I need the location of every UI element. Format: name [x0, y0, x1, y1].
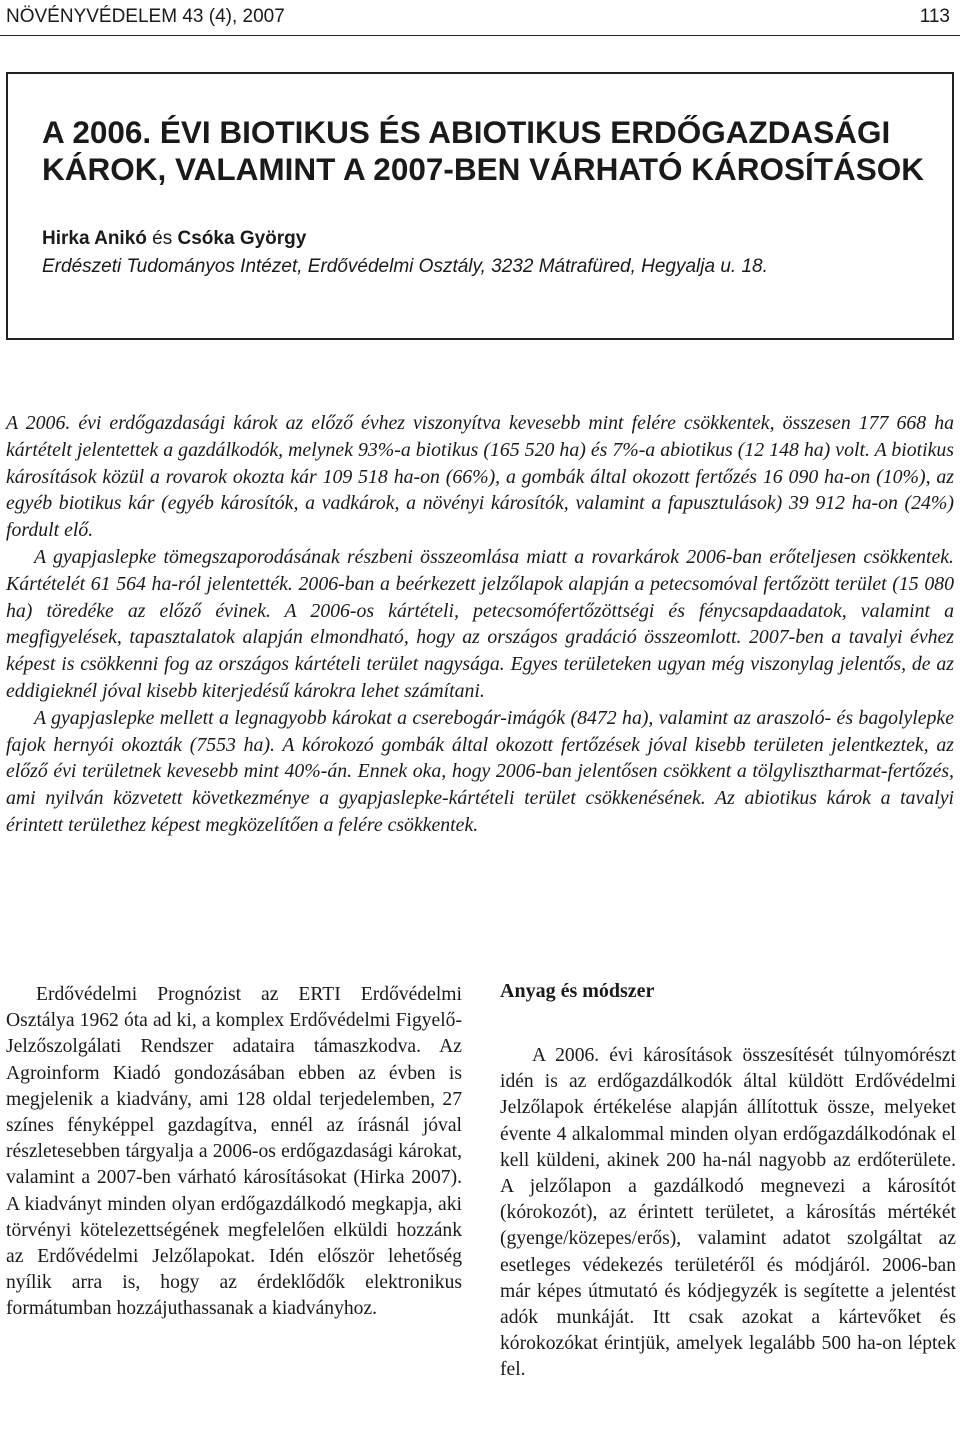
journal-citation: NÖVÉNYVÉDELEM 43 (4), 2007 — [6, 6, 285, 27]
intro-paragraph: Erdővédelmi Prognózist az ERTI Erdővédelmi Osztálya 1962 óta ad ki, a komplex Erdővédelmi Figyelő-Jelzőszolgálati Rendszer adataira támaszkodva. Az Agroinform Kiadó gondozásában ebben az évben is megjelenik a kiadvány, ami 128 oldal terjedelemben, 27 színes fényképpel gazdagítva, ennél az írásnál jóval részletesebben tárgyalja a 2006-os erdőgazdasági károkat, valamint a 2007-ben várható károsításokat (Hirka 2007). A kiadványt minden olyan erdőgazdálkodó megkapja, aki törvényi kötelezettségének megfelelően elküldi hozzánk az Erdővédelmi Jelzőlapokat. Idén először lehetőség nyílik arra is, hogy az érdeklődők elektronikus formátumban hozzájuthassanak a kiadványhoz. — [6, 984, 462, 1320]
right-column — [500, 978, 956, 1384]
header-rule — [0, 35, 960, 36]
page-number: 113 — [919, 6, 950, 27]
running-header — [6, 6, 950, 30]
article-title — [42, 114, 925, 188]
methods-paragraph: A 2006. évi károsítások összesítését túlnyomórészt idén is az erdőgazdálkodók által küldött Erdővédelmi Jelzőlapok értékelése alapján állítottuk össze, melyeket évente 4 alkalommal minden olyan erdőgazdálkodónak el kell küldeni, akinek 200 ha-nál nagyobb az erdőterülete. A jelzőlapon a gazdálkodó megnevezi a károsítót (kórokozót), az érintett területet, a károsítás mértékét (gyenge/közepes/erős), valamint adatot szolgáltat az esetleges védekezés területéről és módjáról. 2006-ban már képes útmutató és kódjegyzék is segítette a jelentést adók munkáját. Itt csak azokat a kártevőket és kórokozókat érintjük, amelyek legalább 500 ha-on léptek fel. — [500, 1045, 956, 1381]
left-column — [6, 982, 462, 1323]
title-line-1: A 2006. ÉVI BIOTIKUS ÉS ABIOTIKUS ERDŐGAZDASÁGI — [42, 114, 891, 150]
abstract-paragraph-1: A 2006. évi erdőgazdasági károk az előző évhez viszonyítva kevesebb mint felére csökkentek, összesen 177 668 ha kártételt jelentettek a gazdálkodók, melynek 93%-a biotikus (165 520 ha) és 7%-a abiotikus (12 148 ha) volt. A biotikus károsítások közül a rovarok okozta kár 109 518 ha-on (66%), a gombák által okozott fertőzés 16 090 ha-on (10%), az egyéb biotikus kár (egyéb károsítók, a vadkárok, a növényi károsítók, valamint a fapusztulások) 39 912 ha-on (24%) fordult elő. — [6, 412, 954, 542]
author-1: Hirka Anikó — [42, 228, 147, 249]
author-2: Csóka György — [177, 228, 307, 249]
abstract-paragraph-2: A gyapjaslepke tömegszaporodásának részbeni összeomlása miatt a rovarkárok 2006-ban erőteljesen csökkentek. Kártételét 61 564 ha-ról jelentették. 2006-ban a beérkezett jelzőlapok alapján a petecsomóval fertőzött terület (15 080 ha) töredéke az előző évinek. A 2006-os kártételi, petecsomófertőzöttségi és fénycsapdaadatok, valamint a megfigyelések, tapasztalatok alapján elmondható, hogy az országos gradáció összeomlott. 2007-ben a tavalyi évhez képest is csökkenni fog az országos kártételi terület nagysága. Egyes területeken ugyan még viszonylag jelentős, de az eddigieknél jóval kisebb kiterjedésű károkra lehet számítani. — [6, 545, 954, 702]
section-heading: Anyag és módszer — [500, 980, 655, 1002]
affiliation: Erdészeti Tudományos Intézet, Erdővédelmi Osztály, 3232 Mátrafüred, Hegyalja u. 18. — [42, 256, 768, 277]
author-line — [42, 228, 306, 250]
abstract-paragraph-3: A gyapjaslepke mellett a legnagyobb károkat a cserebogár-imágók (8472 ha), valamint az araszoló- és bagolylepke fajok hernyói okozták (7553 ha). A kórokozó gombák által okozott fertőzések jóval kisebb területen jelentkeztek, az előző évi területnek kevesebb mint 40%-án. Ennek oka, hogy 2006-ban jelentősen csökkent a tölgylisztharmat-fertőzés, ami nyilván közvetett következménye a gyapjaslepke-kártételi terület csökkenésének. Az abiotikus károk a tavalyi érintett területhez képest megközelítően a felére csökkentek. — [6, 706, 954, 836]
title-line-2: KÁROK, VALAMINT A 2007-BEN VÁRHATÓ KÁROSÍTÁSOK — [42, 151, 925, 187]
title-box — [6, 72, 954, 340]
author-conjunction: és — [146, 228, 178, 249]
abstract — [6, 410, 954, 839]
